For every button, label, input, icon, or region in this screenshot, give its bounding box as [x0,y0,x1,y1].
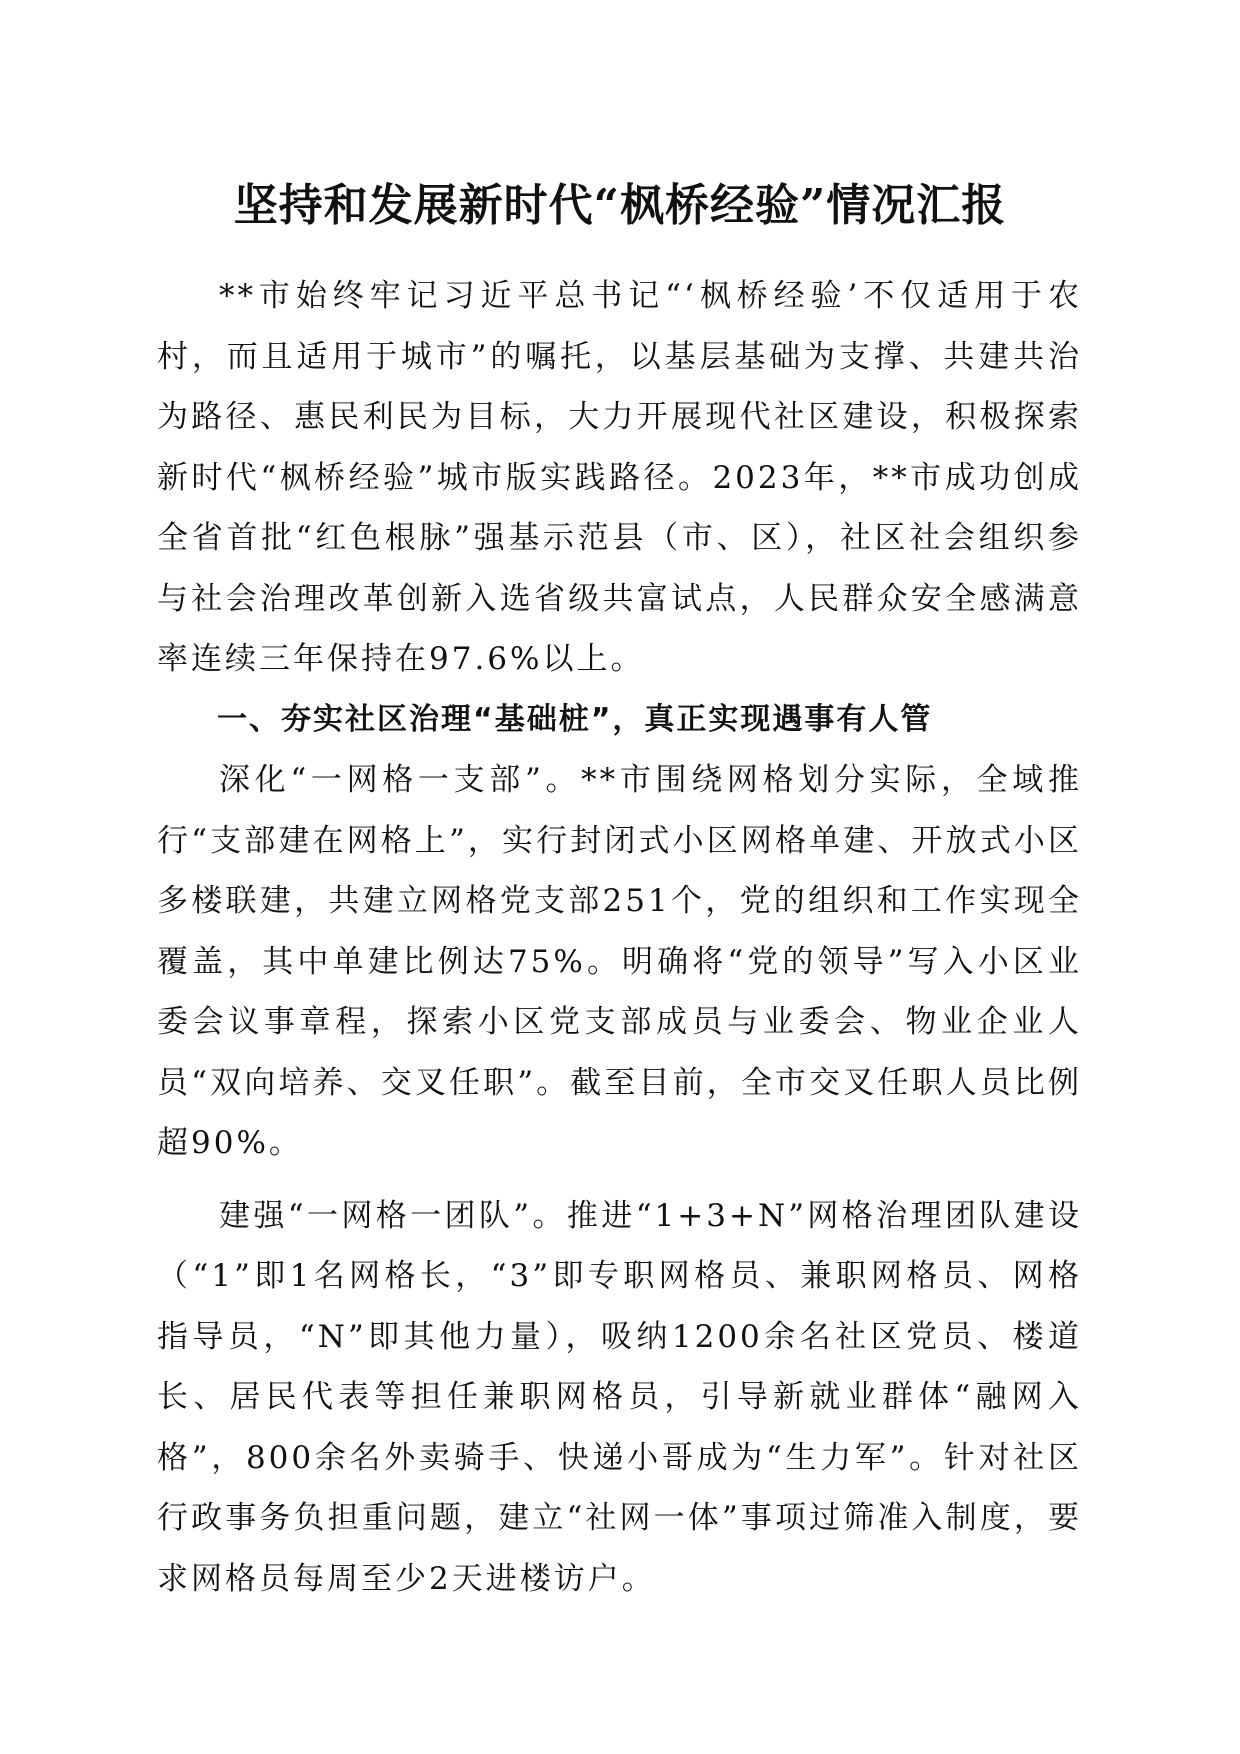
document-title: 坚持和发展新时代“枫桥经验”情况汇报 [233,180,1007,231]
document-body [157,266,1082,1609]
intro-paragraph: **市始终牢记习近平总书记“‘枫桥经验’不仅适用于农村，而且适用于城市”的嘱托，以基层基础为支撑、共建共治为路径、惠民利民为目标，大力开展现代社区建设，积极探索新时代“枫桥经验”城市版实践路径。2023年，**市成功创成全省首批“红色根脉”强基示范县（市、区），社区社会组织参与社会治理改革创新入选省级共富试点，人民群众安全感满意率连续三年保持在97.6%以上。 [157,278,1082,677]
body-paragraph-1: 深化“一网格一支部”。**市围绕网格划分实际，全域推行“支部建在网格上”，实行封闭式小区网格单建、开放式小区多楼联建，共建立网格党支部251个，党的组织和工作实现全覆盖，其中单建比例达75%。明确将“党的领导”写入小区业委会议事章程，探索小区党支部成员与业委会、物业企业人员“双向培养、交叉任职”。截至目前，全市交叉任职人员比例超90%。 [157,762,1082,1161]
body-paragraph-2: 建强“一网格一团队”。推进“1+3+N”网格治理团队建设（“1”即1名网格长，“3”即专职网格员、兼职网格员、网格指导员，“N”即其他力量），吸纳1200余名社区党员、楼道长、居民代表等担任兼职网格员，引导新就业群体“融网入格”，800余名外卖骑手、快递小哥成为“生力军”。针对社区行政事务负担重问题，建立“社网一体”事项过筛准入制度，要求网格员每周至少2天进楼访户。 [157,1197,1082,1597]
section-heading: 一、夯实社区治理“基础桩”，真正实现遇事有人管 [217,701,933,737]
